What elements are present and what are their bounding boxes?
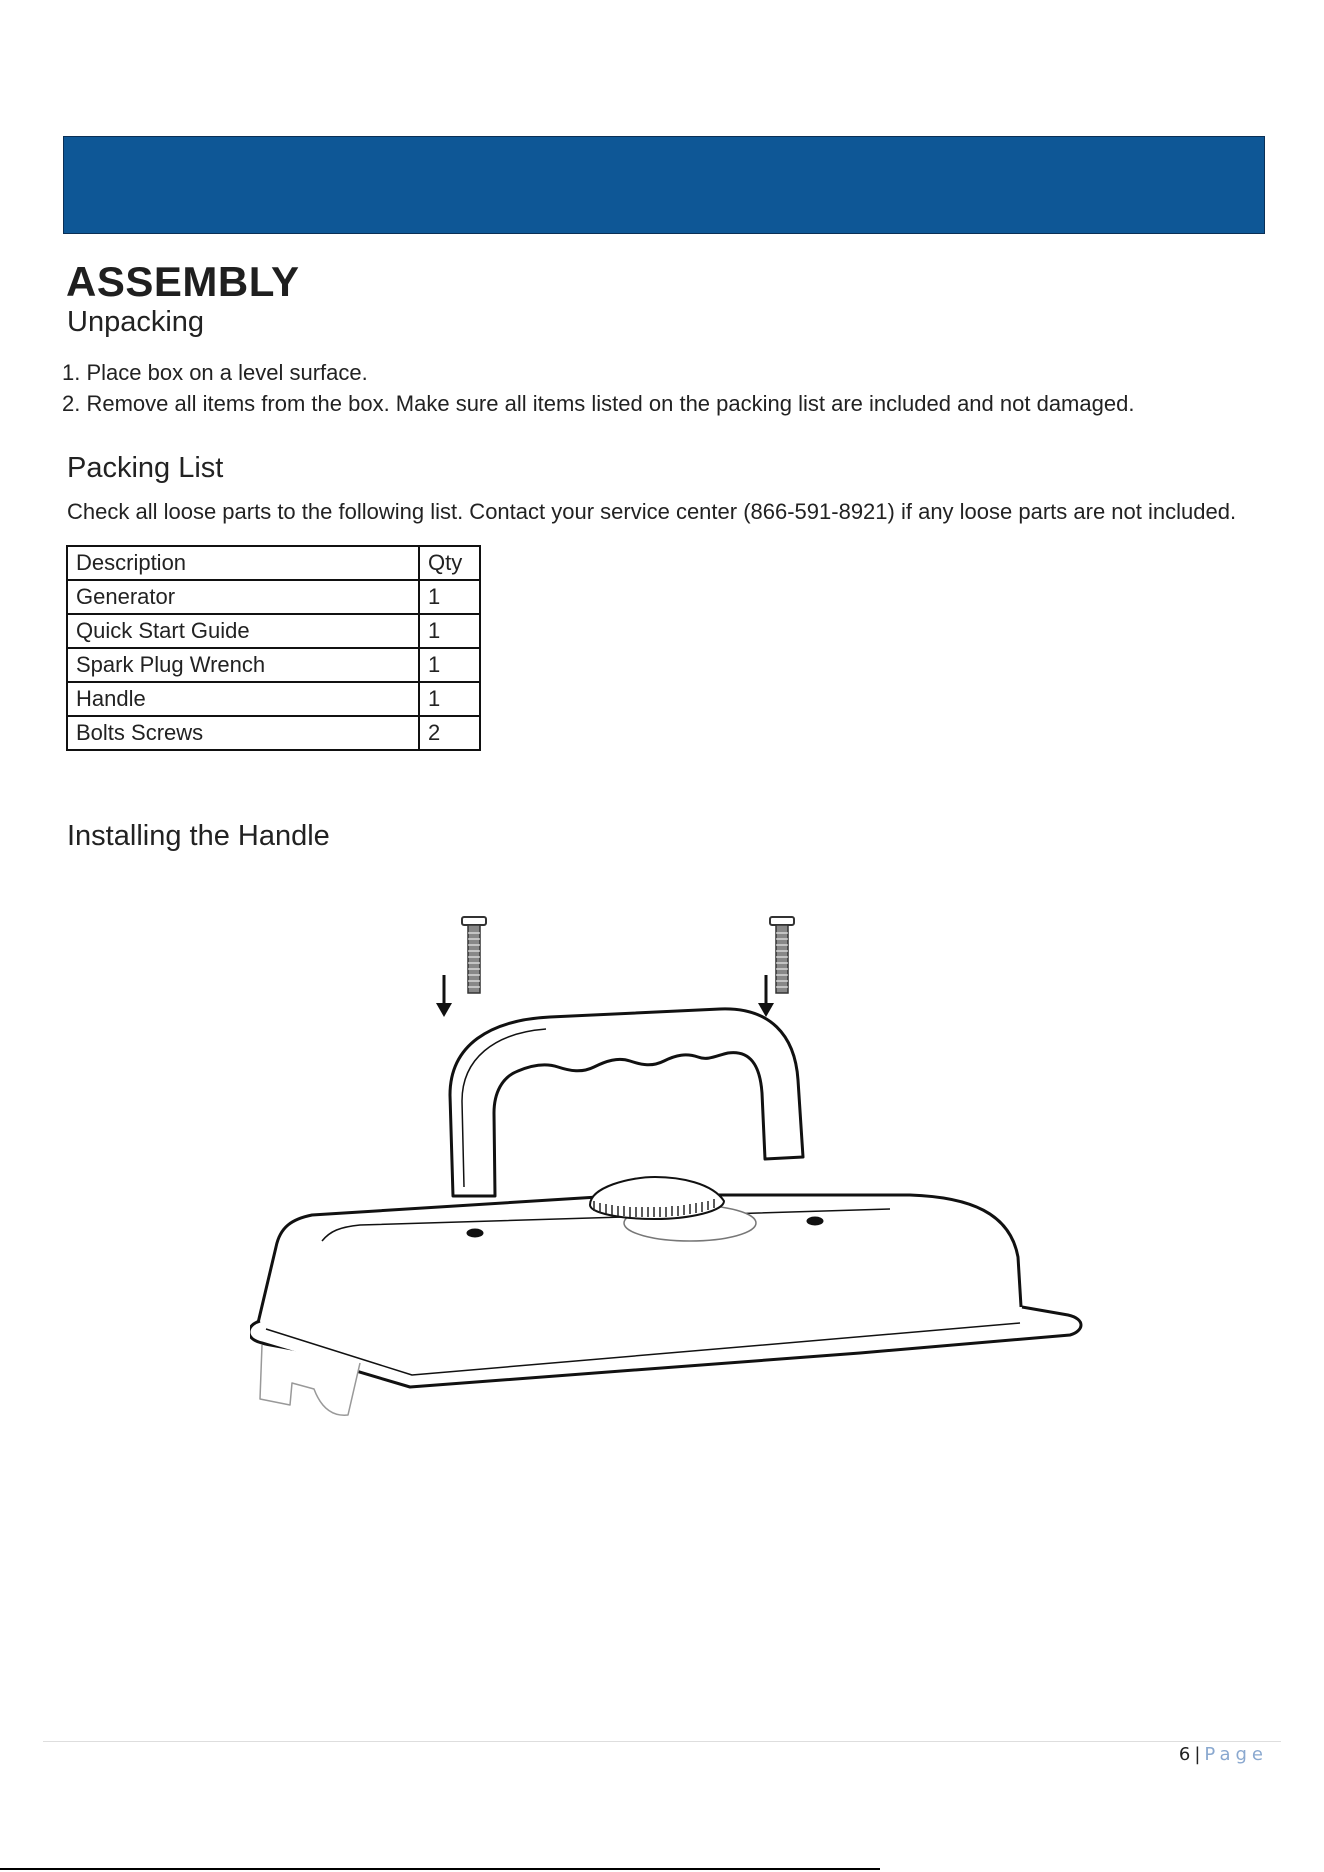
- page-number-separator: |: [1194, 1744, 1201, 1765]
- item-description: Quick Start Guide: [67, 614, 419, 648]
- item-qty: 2: [419, 716, 480, 750]
- unpacking-step-2: 2. Remove all items from the box. Make sure all items listed on the packing list are included and not damaged.: [62, 391, 1135, 416]
- unpacking-heading: Unpacking: [67, 306, 205, 338]
- item-description: Handle: [67, 682, 419, 716]
- item-qty: 1: [419, 614, 480, 648]
- table-row: [67, 716, 480, 750]
- section-title: ASSEMBLY: [66, 258, 300, 305]
- item-description: Generator: [67, 580, 419, 614]
- unpacking-step-1: 1. Place box on a level surface.: [62, 360, 368, 385]
- bottom-rule: [0, 1868, 880, 1870]
- generator-top-icon: [250, 1177, 1081, 1415]
- header-banner: [63, 136, 1265, 234]
- right-bolt-icon: [770, 917, 794, 993]
- left-bolt-icon: [462, 917, 486, 993]
- column-header-description: Description: [67, 546, 419, 580]
- page-number: [1179, 1744, 1268, 1765]
- packing-list-heading: Packing List: [67, 452, 224, 484]
- handle-installation-illustration: [250, 905, 1100, 1460]
- arrow-down-icon: [436, 975, 452, 1017]
- installing-handle-heading: Installing the Handle: [67, 820, 330, 852]
- packing-list-note: Check all loose parts to the following list. Contact your service center (866-591-8921) if any loose parts are not included.: [67, 499, 1237, 524]
- column-header-qty: Qty: [419, 546, 480, 580]
- handle-icon: [450, 1009, 803, 1196]
- page-number-value: 6: [1178, 1744, 1191, 1765]
- footer-divider: [43, 1741, 1281, 1742]
- arrow-down-icon: [758, 975, 774, 1017]
- table-row: [67, 648, 480, 682]
- packing-list-table: [66, 545, 481, 751]
- table-row: [67, 580, 480, 614]
- item-description: Spark Plug Wrench: [67, 648, 419, 682]
- item-qty: 1: [419, 580, 480, 614]
- item-description: Bolts Screws: [67, 716, 419, 750]
- table-row: [67, 614, 480, 648]
- item-qty: 1: [419, 648, 480, 682]
- table-row: [67, 682, 480, 716]
- page-word: Page: [1204, 1744, 1268, 1765]
- table-header-row: [67, 546, 480, 580]
- item-qty: 1: [419, 682, 480, 716]
